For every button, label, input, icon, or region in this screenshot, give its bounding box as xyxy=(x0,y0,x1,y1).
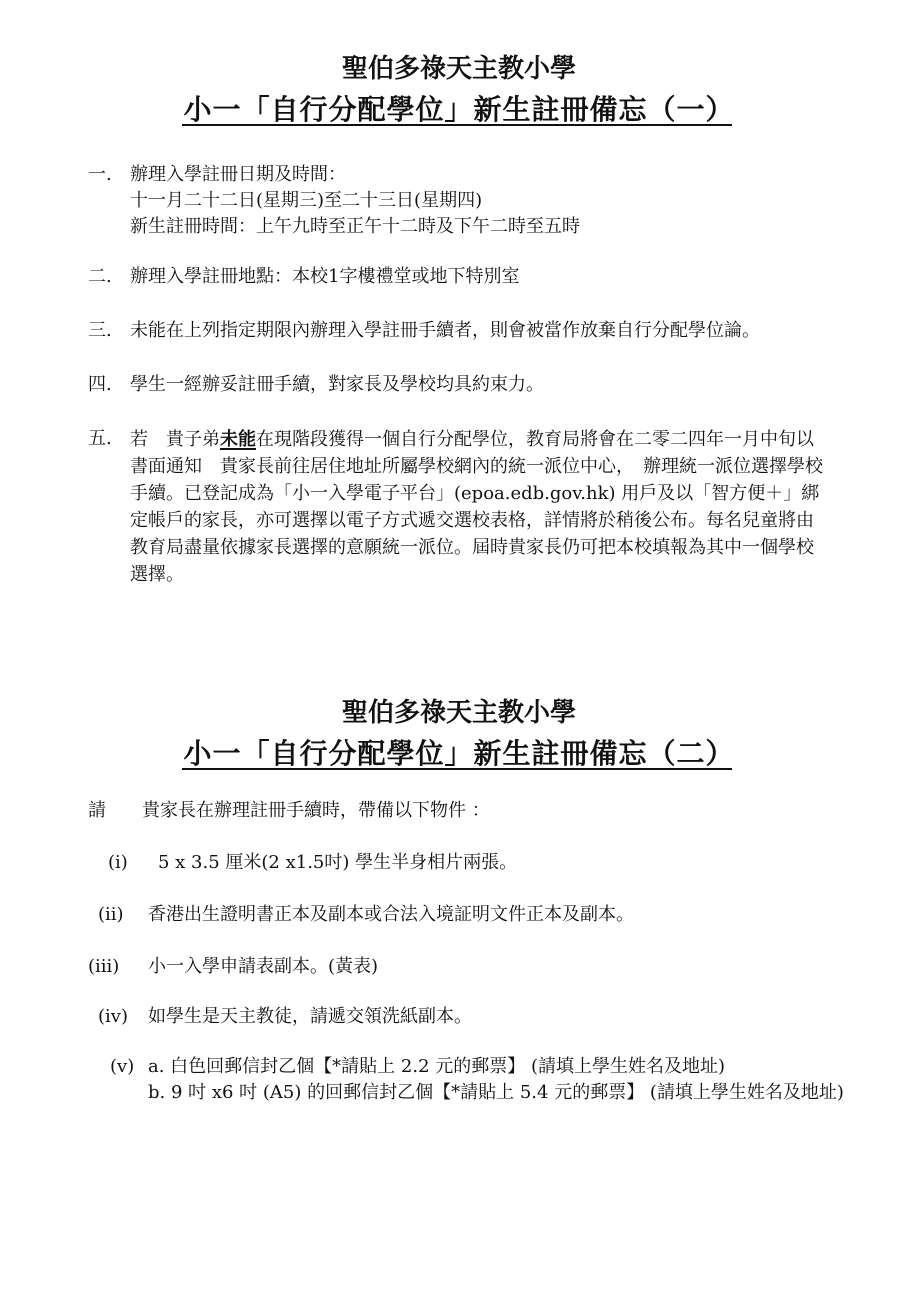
item-label: (ii) xyxy=(98,904,124,925)
memo2-item-v-sub: b. 9 吋 x6 吋 (A5) 的回郵信封乙個【*請貼上 5.4 元的郵票】 (請填上學生姓名及地址) xyxy=(148,1082,844,1103)
item-text: 5 x 3.5 厘米(2 x1.5吋) 學生半身相片兩張。 xyxy=(158,852,518,873)
item-number: 三. xyxy=(88,320,112,341)
memo2-item-v xyxy=(110,1054,725,1080)
item-text-pre: 若 貴子弟 xyxy=(130,429,220,450)
memo1-title-underline xyxy=(182,124,732,126)
memo2-item-iv xyxy=(98,1004,472,1030)
item-label: (iii) xyxy=(88,956,120,977)
item-number: 五. xyxy=(88,428,112,449)
item-text: 辦理入學註冊地點：本校1字樓禮堂或地下特別室 xyxy=(130,266,520,287)
item-text-emphasis: 未能 xyxy=(220,429,256,450)
memo1-item-2 xyxy=(88,264,848,290)
item-number: 一. xyxy=(88,164,112,185)
memo2-item-i xyxy=(108,850,517,876)
item-label: (iv) xyxy=(98,1006,128,1027)
item-line: 十一月二十二日(星期三)至二十三日(星期四) xyxy=(130,190,483,211)
item-number: 四. xyxy=(88,374,112,395)
item-text: 香港出生證明書正本及副本或合法入境証明文件正本及副本。 xyxy=(148,904,634,925)
memo1-item-3 xyxy=(88,318,848,344)
item-label: (i) xyxy=(108,852,128,873)
item-text: 如學生是天主教徒，請遞交領洗紙副本。 xyxy=(148,1006,472,1027)
item-text: 學生一經辦妥註冊手續，對家長及學校均具約束力。 xyxy=(130,374,544,395)
item-text xyxy=(130,426,830,588)
item-text: 小一入學申請表副本。(黃表) xyxy=(148,956,379,977)
item-line: 新生註冊時間：上午九時至正午十二時及下午二時至五時 xyxy=(130,216,580,237)
item-label: (v) xyxy=(110,1056,135,1077)
item-number: 二. xyxy=(88,266,112,287)
memo1-item-4 xyxy=(88,372,848,398)
memo1-title: 小一「自行分配學位」新生註冊備忘（一） xyxy=(183,93,735,126)
memo2-title-underline xyxy=(182,768,732,770)
memo1-school-name: 聖伯多祿天主教小學 xyxy=(341,54,576,84)
memo1-item-1 xyxy=(88,162,848,240)
memo1-item-5 xyxy=(88,426,848,588)
memo2-intro: 請 貴家長在辦理註冊手續時，帶備以下物件 ： xyxy=(88,800,490,821)
memo2-item-iii xyxy=(88,954,378,980)
item-text: a. 白色回郵信封乙個【*請貼上 2.2 元的郵票】 (請填上學生姓名及地址) xyxy=(148,1056,726,1077)
item-line: 辦理入學註冊日期及時間： xyxy=(130,164,346,185)
item-text: 未能在上列指定期限內辦理入學註冊手續者，則會被當作放棄自行分配學位論。 xyxy=(130,320,760,341)
memo2-title: 小一「自行分配學位」新生註冊備忘（二） xyxy=(183,737,735,770)
item-text-post: 在現階段獲得一個自行分配學位，教育局將會在二零二四年一月中旬以書面通知 貴家長前往居住地址所屬學校網內的統一派位中心， 辦理統一派位選擇學校手續。已登記成為「小一入學電子平台」(epoa.edb.gov.hk) 用戶及以「智方便＋」綁定帳戶的家長，亦可選擇以電子方式遞交選校表格，詳情將於稍後公布。每名兒童將由教育局盡量依據家長選擇的意願統一派位。屆時貴家長仍可把本校填報為其中一個學校選擇。 xyxy=(130,429,823,585)
memo2-item-ii xyxy=(98,902,634,928)
memo2-school-name: 聖伯多祿天主教小學 xyxy=(341,698,576,728)
